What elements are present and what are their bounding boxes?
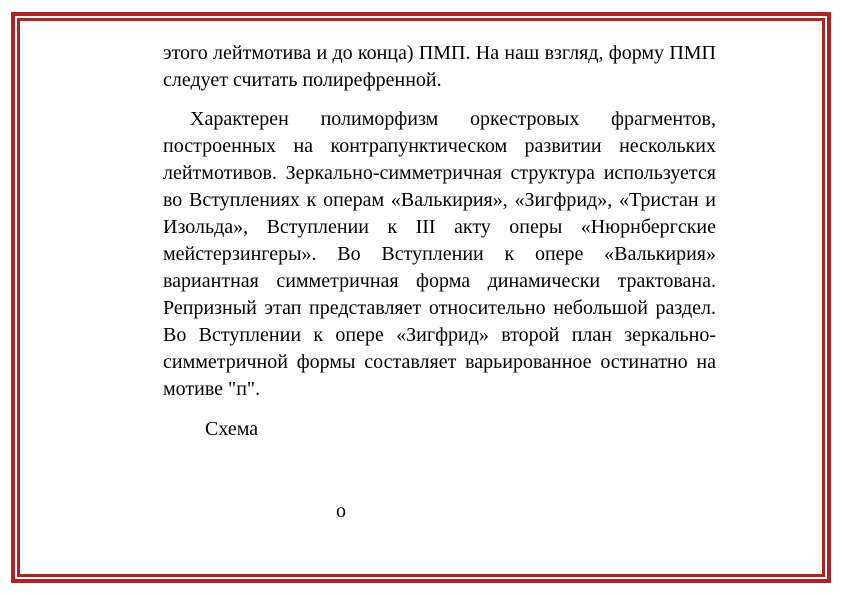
paragraph-polymorphism: Характерен полиморфизм оркестровых фрагментов, построенных на контрапунктическом развитии нескольких лейтмотивов. Зеркально-симметричная структура используется во Вступлениях к операм «Валькирия», «Зигфрид», «Тристан и Изольда», Вступлении к III акту оперы «Нюрнбергские мейстерзингеры». Во Вступлении к опере «Валькирия» вариантная симметричная форма динамически трактована. Репризный этап представляет относительно небольшой раздел. Во Вступлении к опере «Зигфрид» второй план зеркально-симметричной формы составляет варьированное остинатно на мотиве "п". <box>163 108 716 400</box>
schema-label: Схема <box>205 418 259 440</box>
document-body <box>163 40 716 403</box>
paragraph-continuation: этого лейтмотива и до конца) ПМП. На наш взгляд, форму ПМП следует считать полирефренной. <box>163 42 716 91</box>
stray-character: о <box>336 500 346 522</box>
